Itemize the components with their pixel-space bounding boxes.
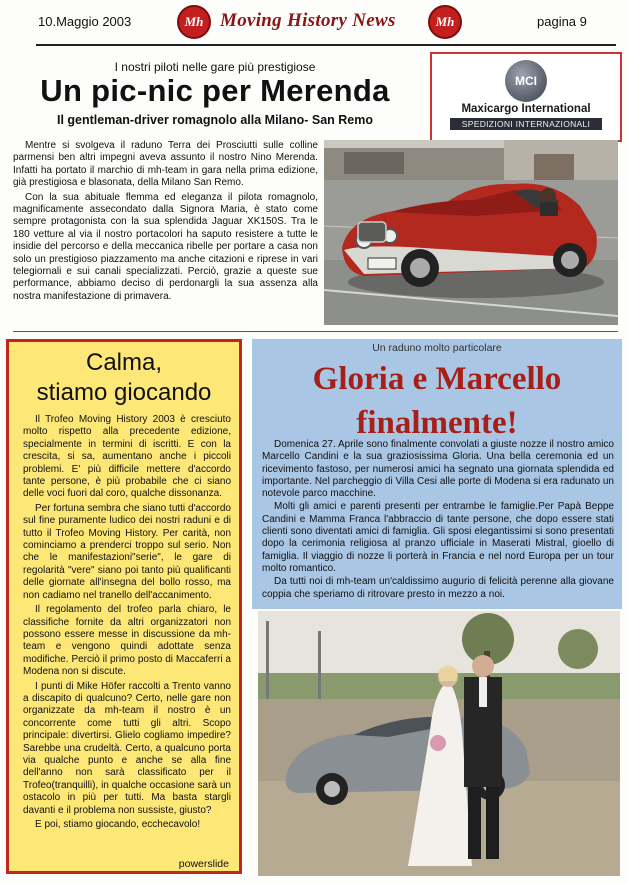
page-number: pagina 9 (537, 14, 587, 29)
calma-paragraph: E poi, stiamo giocando, ecchecavolo! (35, 819, 201, 830)
mci-globe-icon: MCI (505, 60, 547, 102)
wedding-kicker: Un raduno molto particolare (372, 342, 502, 354)
top-article-headline: Un pic-nic per Merenda (40, 73, 390, 108)
jaguar-photo-illustration (324, 140, 618, 325)
mh-logo-left-icon: Mh (177, 5, 211, 39)
wedding-photo (258, 611, 620, 876)
maxicargo-ad (430, 52, 622, 142)
calma-article-body (23, 414, 231, 833)
ad-tagline: SPEDIZIONI INTERNAZIONALI (450, 118, 602, 130)
ad-company-name: Maxicargo International (461, 103, 591, 115)
calma-paragraph: Il regolamento del trofeo parla chiaro, le classifiche fornite da altri organizzatori non possono essere messe in discussione da mh-team e vengono quindi adottate senza modifiche. Perciò il primo posto di Maccaferri a Modena non si discute. (23, 604, 231, 678)
header-divider (36, 44, 616, 46)
top-article-paragraph: Con la sua abituale flemma ed eleganza il pilota romagnolo, magnificamente assecondato dalla Signora Maria, è stato come sempre protagonista con la sua splendida Jaguar XK150S. Tra le 180 vetture al via il nostro portacolori ha saputo resistere a tutte le insidie del percorso e della meccanica ribelle per portare a casa non solo un prestigioso piazzamento ma anche citazioni e riprese in vari telegiornali e sui canali specializzati. Perciò, grazie a queste sue performance, abbiamo deciso di perdonargli la sua assenza alla nostra manifestazione di primavera. (13, 191, 318, 302)
section-divider (13, 331, 618, 332)
issue-date: 10.Maggio 2003 (38, 14, 132, 29)
calma-paragraph: I punti di Mike Höfer raccolti a Trento vanno a discapito di qualcuno? Certo, nelle gare non organizzate da mh-team il nostro è un concorrente come tutti gli altri. Scopo principale: divertirsi. Glielo cogliamo impedire? Sarebbe una crudeltà. Certo, a qualcuno porta via qualche punto e anche se alla fine dell'anno non sarà classificato per il Trofeo(tranquilli), in qualche occasione sarà un ostacolo in più per tutti. Ma basta stargli davanti e il problema non sussiste, giusto? (23, 680, 231, 816)
wedding-paragraph: Da tutti noi di mh-team un'caldissimo augurio di felicità perenne alla giovane coppia che speriamo di ritrovare presto in mezzo a noi. (262, 576, 614, 600)
wedding-paragraph: Domenica 27. Aprile sono finalmente convolati a giuste nozze il nostro amico Marcello Candini e la sua graziosissima Gloria. Una bella ceremonia ed un ricevimento fastoso, per numerosi amici ha segnato una giornata splendida ed importante. Nel parcheggio di Villa Cesi alle porte di Modena si era radunato un notevole parco macchine. (262, 439, 614, 500)
top-article-kicker: I nostri piloti nelle gare più prestigiose (114, 60, 316, 74)
wedding-title-line: finalmente! (356, 405, 518, 441)
calma-article-box (6, 339, 242, 874)
mh-logo-right-icon: Mh (428, 5, 462, 39)
wedding-article-box (252, 339, 622, 609)
top-article-paragraph: Mentre si svolgeva il raduno Terra dei Prosciutti sulle colline parmensi ben altri impegni aveva assunto il nostro Nino Merenda. Infatti ha portato il marchio di mh-team in gara nella prima edizione, già prestigiosa e blasonata, della Milano San Remo. (13, 140, 318, 189)
calma-title-line: Calma, (85, 349, 163, 376)
wedding-title (252, 357, 622, 445)
jaguar-photo (324, 140, 618, 325)
wedding-article-body (262, 439, 614, 602)
wedding-title-line: Gloria e Marcello (312, 361, 562, 397)
top-article-body (13, 140, 318, 305)
calma-paragraph: Il Trofeo Moving History 2003 è cresciuto molto rispetto alla precedente edizione, specialmente in termini di iscritti. E con la crescita, si sa, aumentano anche i piccoli problemi. E' più difficile mettere d'accordo tante persone, è più probabile che ci siano delle voci fuori dal coro, qualche dissonanza. (23, 414, 231, 500)
masthead-title: Moving History News (220, 10, 396, 31)
top-article-subhead: Il gentleman-driver romagnolo alla Milano- San Remo (56, 113, 374, 127)
article-signature: powerslide (178, 858, 229, 870)
calma-paragraph: Per fortuna sembra che siano tutti d'accordo sul fine puramente ludico dei nostri raduni e di tutto il Trofeo Moving History. Per carità, non cominciamo a prenderci troppo sul serio. Non che le manifestazioni"serie", le gare di regolarità "vere" siano poi tanto più qualificanti delle giornate all'insegna del bollo rosso, ma non cadiamo nel tranello dell'accanimento. (23, 502, 231, 601)
wedding-photo-illustration (258, 611, 620, 876)
calma-title-line: stiamo giocando (36, 379, 212, 406)
wedding-paragraph: Molti gli amici e parenti presenti per entrambe le famiglie.Per Papà Beppe Candini e Mamma Franca l'abbraccio di tante persone, che dopo essere stati clienti sono diventati amici di famiglia. Gli sposi elegantissimi si sono presentati dopo la cerimonia religiosa al pranzo ufficiale in Maserati Mistral, gioello di famiglia. Il viaggio di nozze li porterà in Francia e nel nord Europa per un tour molto romantico. (262, 501, 614, 574)
calma-article-title (9, 348, 239, 408)
